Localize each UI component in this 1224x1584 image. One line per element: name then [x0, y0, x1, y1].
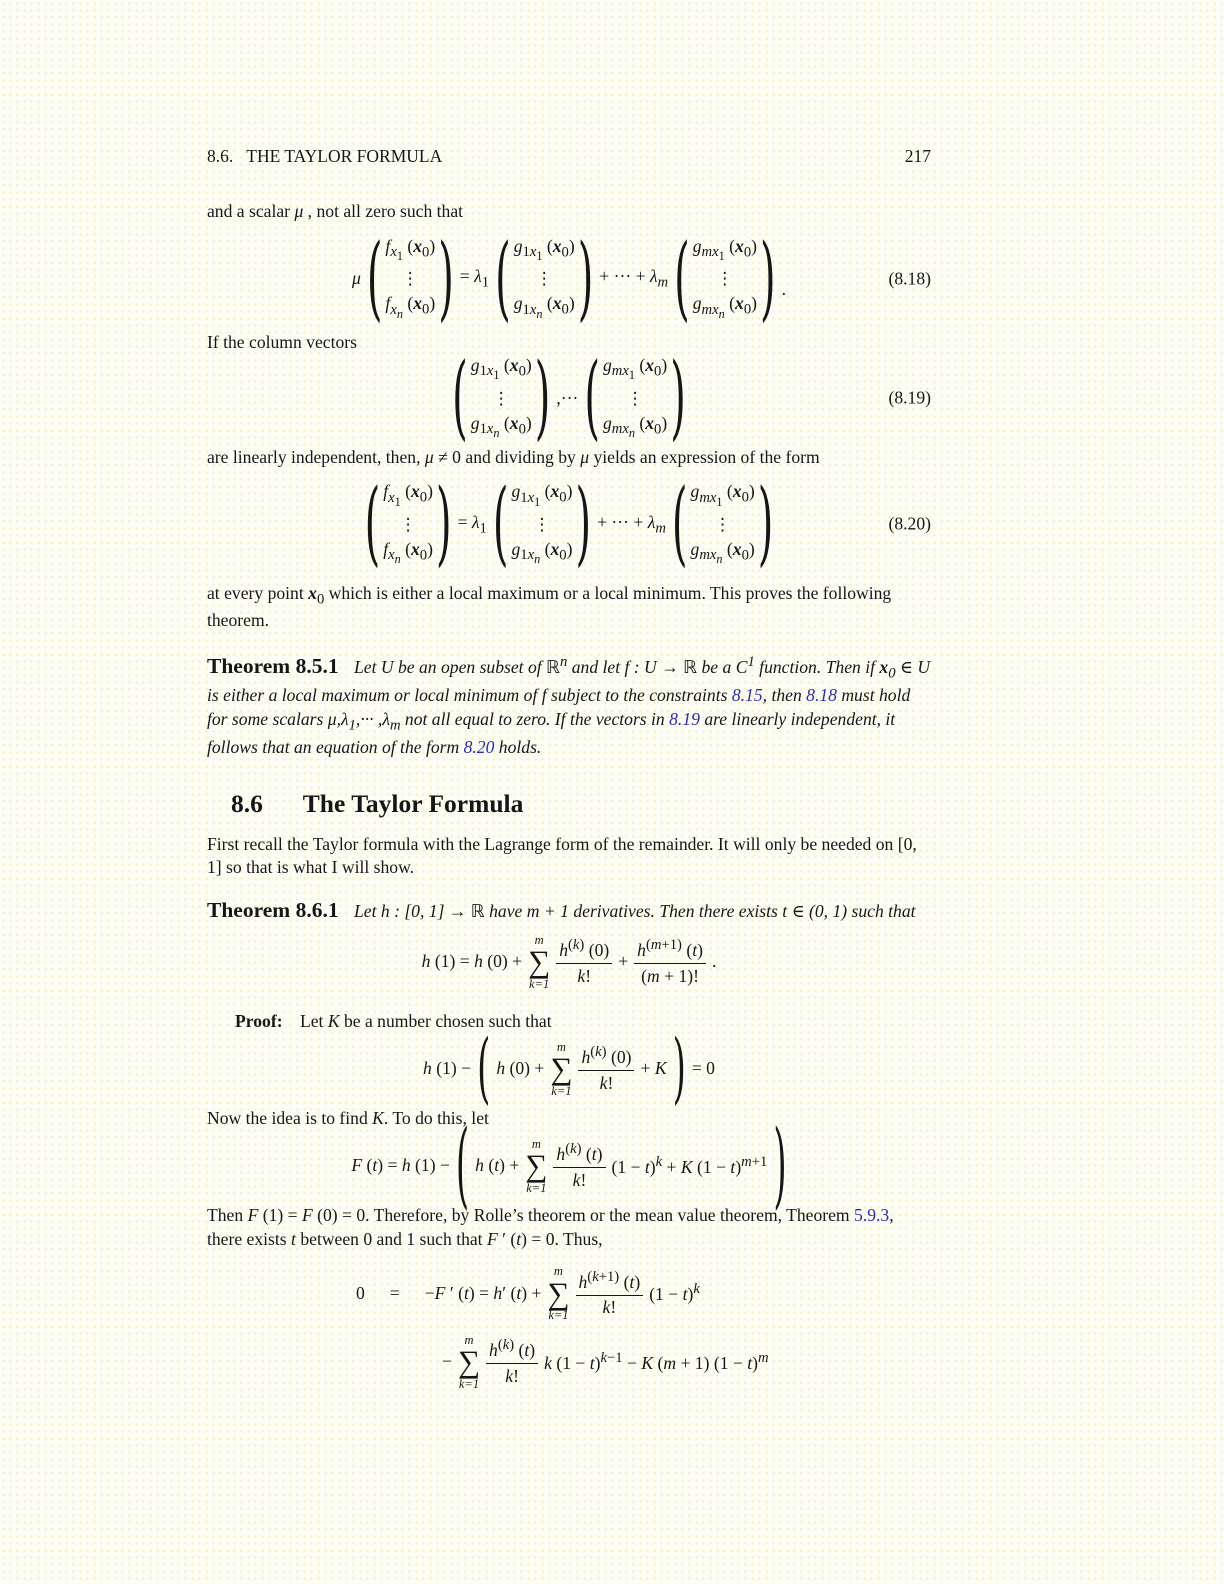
- vertical-dots: ⋮: [714, 514, 732, 534]
- column-vector-g1: [452, 345, 551, 452]
- period: .: [711, 951, 717, 972]
- paragraph-if-column-vectors: If the column vectors: [207, 332, 357, 353]
- vector-entry: $g_{1x_n}$ $(x_0)$: [513, 293, 575, 321]
- fraction-bar: [556, 963, 612, 964]
- summation: [528, 934, 550, 990]
- sigma-symbol: ∑: [457, 1344, 481, 1380]
- left-paren: (: [366, 225, 383, 332]
- math-row: [349, 225, 789, 332]
- section-heading-8-6: [207, 790, 931, 818]
- theorem-8-6-1-body: Let h : [0, 1] → ℝ have m + 1 derivatives. Then there exists t ∈ (0, 1) such that: [353, 901, 916, 922]
- fraction-bar: [634, 963, 706, 964]
- left-paren: (: [455, 1110, 470, 1221]
- ref-link-5-9-3[interactable]: 5.9.3: [854, 1205, 890, 1226]
- fraction-bar: [578, 1070, 634, 1071]
- summation: [547, 1265, 569, 1321]
- sum-lower-limit: k=1: [551, 1083, 572, 1098]
- expr-inner: h (t) +: [475, 1155, 520, 1176]
- header-section-label: [207, 146, 442, 167]
- right-paren: ): [670, 345, 686, 452]
- theorem-8-6-1-heading: Theorem 8.6.1: [207, 898, 339, 923]
- fraction-bar: [576, 1295, 644, 1296]
- sum-upper-limit: m: [464, 1332, 474, 1347]
- equation-display-taylor: [207, 934, 931, 990]
- sum-upper-limit: m: [534, 932, 544, 947]
- numerator: $h^{(k+1)}$ (t): [578, 1268, 641, 1292]
- expr-post: $(1 - t)^k$: [649, 1281, 700, 1305]
- equation-display-final: [207, 1265, 931, 1390]
- vector-entry: $g_{1x_1}$ $(x_0)$: [513, 235, 575, 263]
- comma-dots-separator: ,···: [556, 387, 579, 408]
- math-row: [362, 471, 777, 578]
- vertical-dots: ⋮: [626, 388, 644, 408]
- vector-entry: $f_{x_n}$ $(x_0)$: [383, 538, 433, 567]
- column-vector-f: [366, 225, 454, 332]
- paragraph-linearly-independent: are linearly independent, then, μ ≠ 0 and dividing by μ yields an expression of the form: [207, 446, 820, 467]
- denominator: k!: [572, 1169, 587, 1190]
- page-number: 217: [904, 146, 931, 166]
- denominator: k!: [599, 1072, 614, 1093]
- vector-entry: $g_{1x_n}$ $(x_0)$: [470, 412, 532, 441]
- summation: [458, 1334, 480, 1390]
- sum-lower-limit: k=1: [529, 976, 550, 991]
- right-paren: ): [575, 471, 592, 578]
- column-vector-gm: [671, 471, 774, 578]
- plus-operator: +: [618, 951, 629, 972]
- numerator: $h^{(k)}$ (t): [489, 1337, 536, 1361]
- column-vector-f: [364, 471, 452, 578]
- paragraph-then-rolle: Then F (1) = F (0) = 0. Therefore, by Rolle’s theorem or the mean value theorem, Theorem 5.9.3, there exists t between 0 and 1 such that F ′ (t) = 0. Thus,: [207, 1205, 894, 1249]
- equation-number: (8.18): [888, 268, 931, 289]
- summation: [550, 1041, 572, 1097]
- fraction: [556, 937, 612, 986]
- period: .: [781, 279, 787, 300]
- equals-lambda1: = $\lambda_1$: [459, 266, 490, 291]
- expr-pre: F (t) = h (1) −: [351, 1155, 450, 1176]
- expr-pre: h (1) −: [423, 1058, 472, 1079]
- left-paren: (: [364, 471, 381, 578]
- left-paren: (: [674, 225, 690, 332]
- vector-entry: $g_{mx_1}$ $(x_0)$: [602, 354, 668, 383]
- left-paren: (: [495, 225, 511, 332]
- vector-entry: $g_{mx_n}$ $(x_0)$: [690, 538, 755, 567]
- math-row: [420, 1023, 718, 1114]
- sigma-symbol: ∑: [525, 1148, 548, 1184]
- numerator: $h^{(m+1)}$ (t): [637, 937, 703, 961]
- left-paren: (: [452, 345, 468, 452]
- section-number: 8.6: [231, 789, 263, 819]
- theorem-8-6-1: [207, 896, 931, 925]
- sum-lower-limit: k=1: [548, 1308, 569, 1323]
- page-header: [207, 146, 931, 167]
- summation: [525, 1138, 547, 1194]
- vector-entry: $g_{1x_1}$ $(x_0)$: [470, 354, 532, 383]
- sigma-symbol: ∑: [550, 1051, 573, 1087]
- right-paren: ): [534, 345, 551, 452]
- fraction-bar: [486, 1363, 538, 1364]
- fraction: [578, 1044, 634, 1093]
- fraction: [634, 937, 706, 986]
- math-row: [449, 345, 689, 452]
- right-paren: ): [773, 1110, 787, 1221]
- theorem-8-5-1: [207, 652, 931, 761]
- plus-K: + K: [640, 1058, 667, 1079]
- sum-upper-limit: m: [553, 1264, 563, 1279]
- equation-number: (8.20): [888, 513, 931, 534]
- vector-entry: $g_{mx_1}$ $(x_0)$: [690, 481, 755, 509]
- paragraph-intro: and a scalar μ , not all zero such that: [207, 201, 464, 221]
- vertical-dots: ⋮: [535, 269, 553, 289]
- numerator: $h^{(k)}$ (0): [559, 937, 610, 961]
- plus-dots-lambdam: + ··· + $\lambda_m$: [599, 266, 669, 291]
- expr-post: $(1 - t)^k + K$ $(1 - t)^{m+1}$: [611, 1153, 768, 1177]
- equation-display-8-18: [207, 225, 931, 332]
- vertical-dots: ⋮: [401, 269, 419, 289]
- denominator: k!: [577, 965, 592, 986]
- vertical-dots: ⋮: [492, 388, 510, 408]
- fraction: [553, 1141, 605, 1190]
- right-paren: ): [757, 471, 774, 578]
- ref-link-8-19[interactable]: 8.19: [669, 708, 700, 729]
- math-row: [419, 934, 720, 990]
- equation-display-K: [207, 1023, 931, 1114]
- paragraph-first-recall: First recall the Taylor formula with the Lagrange form of the remainder. It will only be needed on [0, 1] so that is what I will show.: [207, 834, 917, 877]
- ref-link-8-20[interactable]: 8.20: [463, 737, 495, 758]
- document-page: [207, 146, 931, 1390]
- right-paren: ): [672, 1023, 686, 1114]
- numerator: $h^{(k)}$ (0): [581, 1044, 632, 1068]
- right-paren: ): [435, 471, 452, 578]
- paragraph-proof: [207, 1010, 931, 1033]
- proof-lead: Let K be a number chosen such that: [299, 1011, 552, 1032]
- left-paren: (: [671, 471, 688, 578]
- theorem-8-5-1-heading: Theorem 8.5.1: [207, 653, 339, 678]
- sum-lower-limit: k=1: [458, 1376, 480, 1391]
- paragraph-now-idea: Now the idea is to find K. To do this, let: [207, 1108, 489, 1129]
- fraction: [486, 1337, 538, 1386]
- vector-entry: $g_{mx_n}$ $(x_0)$: [692, 293, 757, 321]
- vector-entry: $g_{1x_1}$ $(x_0)$: [511, 481, 573, 509]
- sum-upper-limit: m: [556, 1039, 566, 1054]
- fraction-bar: [553, 1167, 605, 1168]
- ref-link-8-15[interactable]: 8.15: [731, 685, 763, 706]
- equation-display-8-20: [207, 471, 931, 578]
- vector-entry: $g_{mx_1}$ $(x_0)$: [692, 235, 757, 263]
- header-section-number: 8.6.: [207, 146, 234, 166]
- final-line-1: [353, 1265, 772, 1321]
- expr-pre: −F ′ (t) = h′ (t) +: [424, 1282, 542, 1303]
- sigma-symbol: ∑: [528, 944, 551, 980]
- column-vector-g1: [492, 471, 592, 578]
- equation-number: (8.19): [888, 387, 931, 408]
- expr-inner: h (0) +: [496, 1058, 545, 1079]
- right-paren: ): [577, 225, 594, 332]
- plus-dots-lambdam: + ··· + $\lambda_m$: [597, 511, 666, 537]
- vertical-dots: ⋮: [716, 269, 734, 289]
- vertical-dots: ⋮: [399, 514, 417, 534]
- minus-sign: −: [442, 1351, 452, 1372]
- sigma-symbol: ∑: [547, 1275, 570, 1311]
- left-paren: (: [477, 1023, 491, 1114]
- math-row: [348, 1110, 789, 1221]
- header-section-title: THE TAYLOR FORMULA: [246, 146, 443, 166]
- equals-zero: = 0: [691, 1058, 715, 1079]
- right-paren: ): [760, 225, 776, 332]
- proof-label: Proof:: [235, 1011, 283, 1032]
- expr-post: k $(1 - t)^{k-1} - K$ (m + 1) $(1 - t)^m$: [544, 1349, 769, 1373]
- equals-lambda1: = $\lambda_1$: [457, 511, 487, 537]
- right-paren: ): [438, 225, 454, 332]
- left-paren: (: [584, 345, 600, 452]
- mu-coefficient: μ: [351, 268, 361, 289]
- sum-upper-limit: m: [531, 1136, 541, 1151]
- vector-entry: $f_{x_1}$ $(x_0)$: [383, 481, 433, 509]
- column-vector-gm: [584, 345, 686, 452]
- equals-sign: =: [389, 1282, 400, 1303]
- fraction: [576, 1269, 644, 1318]
- vertical-dots: ⋮: [533, 514, 551, 534]
- column-vector-gm: [674, 225, 776, 332]
- zero: 0: [356, 1282, 365, 1303]
- equation-display-8-19: [207, 345, 931, 452]
- vector-entry: $g_{1x_n}$ $(x_0)$: [511, 538, 573, 567]
- theorem-8-5-1-body: Let U be an open subset of ℝ$^n$ and let f : U → ℝ be a $C^1$ function. Then if $x_0$ ∈ U is either a local maximum or local minimum of f subject to the constraints 8.15, then 8.18 must hold for some scalars $\mu,\lambda_1,\cdot\cdot\cdot ,\lambda_m$ not all equal to zero. If the vectors in 8.19 are linearly independent, it follows that an equation of the form 8.20 holds.: [207, 653, 931, 758]
- vector-entry: $f_{x_n}$ $(x_0)$: [385, 293, 436, 321]
- final-line-2: [439, 1334, 772, 1390]
- vector-entry: $g_{mx_n}$ $(x_0)$: [602, 412, 668, 441]
- ref-link-8-18[interactable]: 8.18: [806, 685, 837, 706]
- aligned-equations: [353, 1265, 772, 1390]
- section-title: The Taylor Formula: [302, 789, 524, 819]
- sum-lower-limit: k=1: [526, 1180, 547, 1195]
- left-paren: (: [492, 471, 509, 578]
- vector-entry: $f_{x_1}$ $(x_0)$: [385, 235, 436, 263]
- taylor-lhs: h (1) = h (0) +: [421, 951, 523, 972]
- column-vector-g1: [495, 225, 594, 332]
- paragraph-at-every-point: at every point $x_0$ which is either a local maximum or a local minimum. This proves the following theorem.: [207, 582, 892, 631]
- denominator: k!: [505, 1365, 519, 1386]
- denominator: k!: [602, 1297, 617, 1318]
- denominator: (m + 1)!: [641, 965, 699, 986]
- numerator: $h^{(k)}$ (t): [556, 1141, 603, 1165]
